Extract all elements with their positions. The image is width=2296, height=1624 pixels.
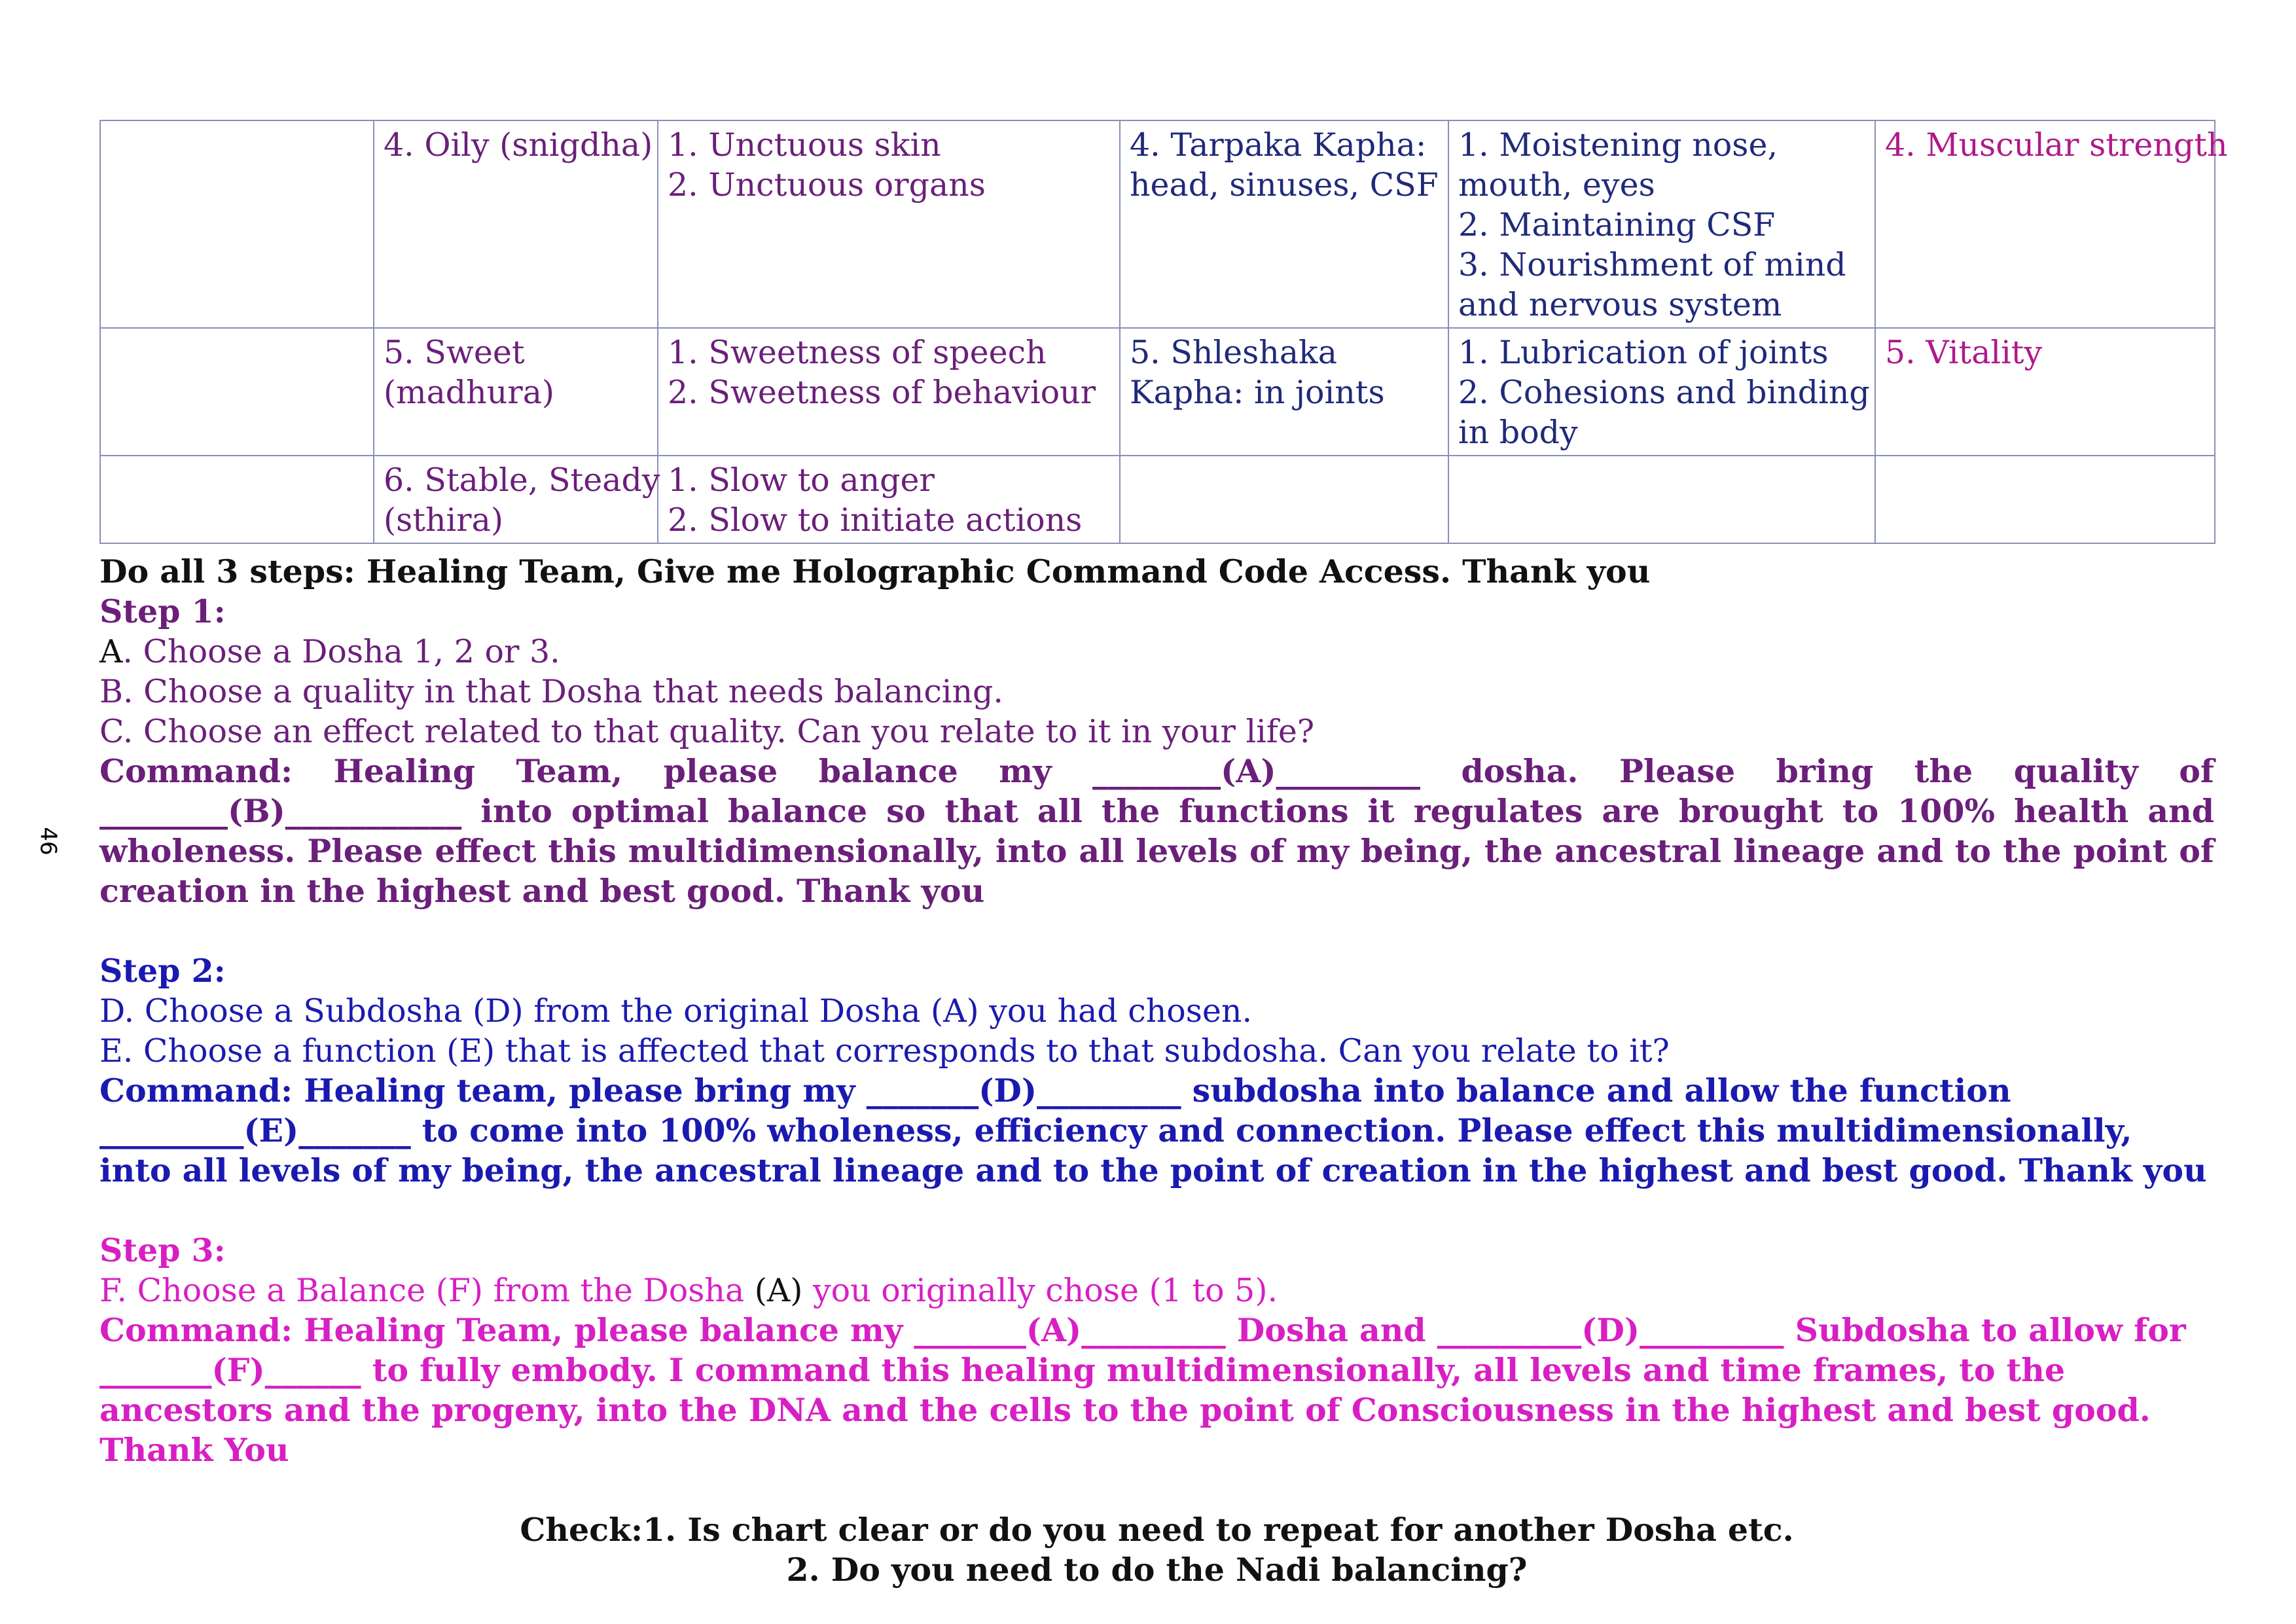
functions-cell-line: 1. Lubrication of joints bbox=[1458, 334, 1829, 371]
table-row bbox=[100, 328, 2215, 456]
subdosha-cell-line: 4. Tarpaka Kapha: bbox=[1130, 126, 1427, 164]
balance-cell-line: 5. Vitality bbox=[1885, 334, 2043, 371]
table-row bbox=[100, 120, 2215, 328]
step2-heading: Step 2: bbox=[99, 952, 226, 990]
subdosha-cell bbox=[1120, 456, 1448, 543]
functions-cell bbox=[1448, 120, 1875, 328]
effects-cell-line: 2. Unctuous organs bbox=[668, 166, 986, 204]
page-number: 46 bbox=[35, 827, 62, 856]
table-row bbox=[100, 456, 2215, 543]
quality-cell-line: 5. Sweet bbox=[384, 334, 525, 371]
effects-cell-line: 2. Sweetness of behaviour bbox=[668, 374, 1096, 411]
functions-cell-line: in body bbox=[1458, 414, 1578, 451]
effects-cell bbox=[658, 456, 1120, 543]
functions-cell-line: 2. Maintaining CSF bbox=[1458, 206, 1776, 244]
quality-cell-line: 6. Stable, Steady bbox=[384, 461, 660, 499]
subdosha-cell bbox=[1120, 328, 1448, 456]
quality-cell-line: (madhura) bbox=[384, 374, 555, 411]
intro-line: Do all 3 steps: Healing Team, Give me Holographic Command Code Access. Thank you bbox=[99, 552, 1651, 590]
effects-cell-line: 1. Unctuous skin bbox=[668, 126, 941, 164]
subdosha-cell-line: Kapha: in joints bbox=[1130, 374, 1385, 411]
check-line-1: Check:1. Is chart clear or do you need to repeat for another Dosha etc. bbox=[520, 1511, 1794, 1549]
functions-cell bbox=[1448, 456, 1875, 543]
balance-cell bbox=[1875, 328, 2215, 456]
step2-command: Command: Healing team, please bring my _______(D)_________ subdosha into balance and allow the function _________(E)_______ to come into 100% wholeness, efficiency and connection. Please effect this multidimensionally, into all levels of my being, the ancestral lineage and to the point of creation in the highest and best good. Thank you bbox=[99, 1072, 2207, 1189]
functions-cell-line: and nervous system bbox=[1458, 286, 1782, 323]
dosha-cell bbox=[100, 120, 374, 328]
check-line-2: 2. Do you need to do the Nadi balancing? bbox=[786, 1551, 1528, 1589]
step2-e: E. Choose a function (E) that is affected that corresponds to that subdosha. Can you relate to it? bbox=[99, 1032, 1670, 1070]
spacer bbox=[99, 911, 2214, 951]
balance-cell bbox=[1875, 456, 2215, 543]
step1-a-letter: A bbox=[99, 633, 123, 670]
step1-a bbox=[99, 632, 2214, 672]
balance-cell bbox=[1875, 120, 2228, 328]
functions-cell-line: 3. Nourishment of mind bbox=[1458, 246, 1846, 283]
dosha-table bbox=[99, 120, 2228, 544]
step3-command: Command: Healing Team, please balance my _______(A)_________ Dosha and _________(D)_________ Subdosha to allow for _______(F)______ to fully embody. I command this healing multidimensionally, all levels and time frames, to the ancestors and the progeny, into the DNA and the cells to the point of Consciousness in the highest and best good. Thank You bbox=[99, 1311, 2186, 1469]
effects-cell bbox=[658, 120, 1120, 328]
step3-f-pre: F. Choose a Balance (F) from the Dosha bbox=[99, 1272, 755, 1309]
dosha-cell bbox=[100, 456, 374, 543]
functions-cell-line: mouth, eyes bbox=[1458, 166, 1655, 204]
step2-d: D. Choose a Subdosha (D) from the original Dosha (A) you had chosen. bbox=[99, 992, 1253, 1030]
subdosha-cell-line: 5. Shleshaka bbox=[1130, 334, 1337, 371]
step3-f-post: you originally chose (1 to 5). bbox=[802, 1272, 1278, 1309]
effects-cell bbox=[658, 328, 1120, 456]
table-body bbox=[100, 120, 2228, 543]
step3-f bbox=[99, 1271, 2214, 1310]
step1-b: B. Choose a quality in that Dosha that needs balancing. bbox=[99, 673, 1003, 710]
step1-command: Command: Healing Team, please balance my ________(A)_________ dosha. Please bring the quality of ________(B)___________ into optimal balance so that all the functions it regulates are brought to 100% health and wholeness. Please effect this multidimensionally, into all levels of my being, the ancestral lineage and to the point of creation in the highest and best good. Thank you bbox=[99, 752, 2214, 910]
effects-cell-line: 1. Sweetness of speech bbox=[668, 334, 1047, 371]
step1-a-text: . Choose a Dosha 1, 2 or 3. bbox=[122, 633, 560, 670]
step3-heading: Step 3: bbox=[99, 1231, 226, 1269]
functions-cell-line: 1. Moistening nose, bbox=[1458, 126, 1778, 164]
quality-cell-line: (sthira) bbox=[384, 501, 503, 539]
balance-cell-line: 4. Muscular strength bbox=[1885, 126, 2228, 164]
quality-cell bbox=[374, 456, 658, 543]
spacer bbox=[99, 1470, 2214, 1510]
subdosha-cell-line: head, sinuses, CSF bbox=[1130, 166, 1439, 204]
subdosha-cell bbox=[1120, 120, 1448, 328]
step1-heading: Step 1: bbox=[99, 592, 226, 630]
quality-cell bbox=[374, 120, 658, 328]
functions-cell-line: 2. Cohesions and binding bbox=[1458, 374, 1870, 411]
functions-cell bbox=[1448, 328, 1875, 456]
quality-cell bbox=[374, 328, 658, 456]
step1-c: C. Choose an effect related to that quality. Can you relate to it in your life? bbox=[99, 713, 1315, 750]
step3-f-mid: (A) bbox=[754, 1272, 803, 1309]
instructions bbox=[99, 552, 2214, 1590]
dosha-cell bbox=[100, 328, 374, 456]
spacer bbox=[99, 1191, 2214, 1231]
effects-cell-line: 1. Slow to anger bbox=[668, 461, 935, 499]
quality-cell-line: 4. Oily (snigdha) bbox=[384, 126, 653, 164]
effects-cell-line: 2. Slow to initiate actions bbox=[668, 501, 1083, 539]
